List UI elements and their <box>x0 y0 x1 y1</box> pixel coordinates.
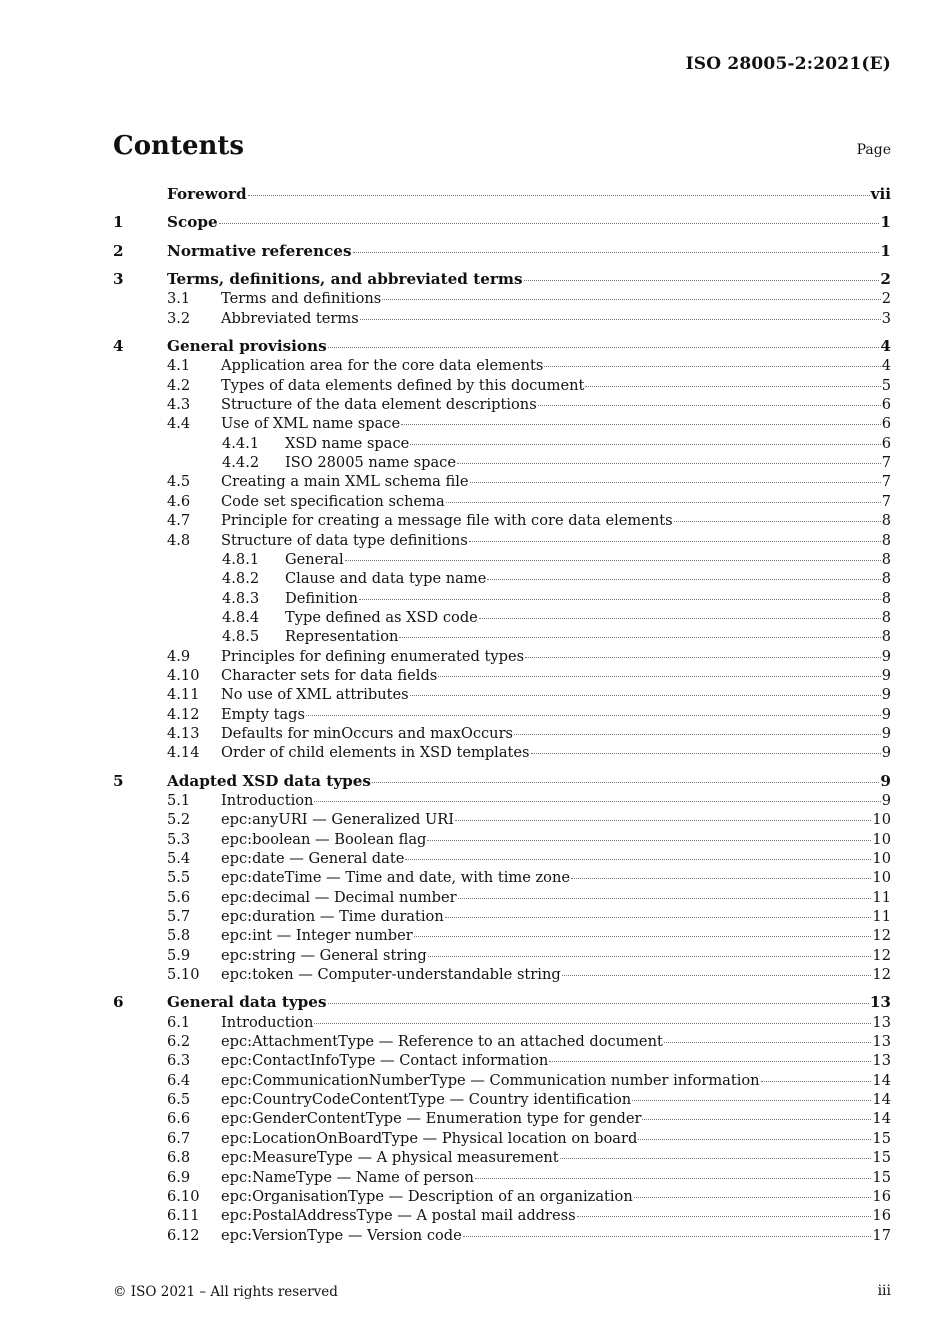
toc-entry[interactable] <box>113 242 891 261</box>
toc-entry-number: 5.1 <box>167 791 191 809</box>
toc-entry-number: 6.5 <box>167 1091 191 1109</box>
dot-leader <box>306 715 881 716</box>
dot-leader <box>458 898 872 899</box>
dot-leader <box>405 859 871 860</box>
toc-entry-page: 9 <box>881 724 891 742</box>
dot-leader <box>382 299 880 300</box>
toc-entry[interactable] <box>113 569 891 588</box>
toc-entry[interactable] <box>113 1109 891 1128</box>
toc-entry-number: 4 <box>113 337 124 356</box>
toc-entry[interactable] <box>113 743 891 762</box>
dot-leader <box>328 347 880 348</box>
toc-entry-title: Representation <box>285 628 399 646</box>
toc-entry-number: 5.10 <box>167 966 200 984</box>
dot-leader <box>544 366 880 367</box>
toc-entry[interactable] <box>113 1051 891 1070</box>
toc-entry-number: 6.1 <box>167 1013 191 1031</box>
toc-entry[interactable] <box>113 531 891 550</box>
toc-entry-title: epc:CommunicationNumberType — Communication number information <box>221 1071 760 1089</box>
toc-entry[interactable] <box>113 1129 891 1148</box>
toc-entry-number: 6.12 <box>167 1226 200 1244</box>
toc-entry[interactable] <box>113 810 891 829</box>
toc-entry-page: 6 <box>881 396 891 414</box>
dot-leader <box>524 280 880 281</box>
toc-entry-number: 3 <box>113 270 124 289</box>
toc-entry-title: Principle for creating a message file with core data elements <box>221 512 673 530</box>
toc-entry-page: 14 <box>872 1091 891 1109</box>
toc-entry-title: epc:LocationOnBoardType — Physical location on board <box>221 1129 638 1147</box>
toc-entry-number: 4.4.2 <box>222 454 260 472</box>
toc-entry-title: epc:OrganisationType — Description of an organization <box>221 1187 633 1205</box>
dot-leader <box>761 1081 872 1082</box>
dot-leader <box>372 782 879 783</box>
toc-entry-page: 11 <box>872 888 891 906</box>
toc-entry-number: 4.3 <box>167 396 191 414</box>
dot-leader <box>674 521 881 522</box>
dot-leader <box>585 386 880 387</box>
dot-leader <box>219 223 880 224</box>
toc-entry-page: 2 <box>881 290 891 308</box>
toc-entry-page: 5 <box>881 376 891 394</box>
toc-entry-page: 12 <box>872 966 891 984</box>
toc-entry[interactable] <box>113 472 891 491</box>
toc-entry-page: 9 <box>881 647 891 665</box>
toc-entry-page: 14 <box>872 1071 891 1089</box>
toc-entry[interactable] <box>113 309 891 328</box>
toc-entry-title: Terms and definitions <box>221 290 382 308</box>
toc-entry[interactable] <box>113 724 891 743</box>
toc-entry-title: General provisions <box>167 337 327 356</box>
dot-leader <box>414 936 872 937</box>
toc-entry[interactable] <box>113 356 891 375</box>
toc-entry-page: 6 <box>881 415 891 433</box>
toc-entry-number: 4.6 <box>167 492 191 510</box>
toc-entry-title: No use of XML attributes <box>221 686 409 704</box>
toc-entry-number: 6.8 <box>167 1149 191 1167</box>
toc-entry-page: vii <box>870 185 891 203</box>
toc-entry[interactable] <box>113 965 891 984</box>
dot-leader <box>410 444 880 445</box>
dot-leader <box>463 1236 872 1237</box>
toc-entry-page: 15 <box>872 1168 891 1186</box>
toc-entry[interactable] <box>113 453 891 472</box>
dot-leader <box>438 676 880 677</box>
toc-entry-page: 9 <box>881 744 891 762</box>
toc-entry-number: 3.2 <box>167 309 191 327</box>
toc-entry-number: 4.10 <box>167 666 200 684</box>
toc-entry[interactable] <box>113 946 891 965</box>
toc-entry-number: 6.11 <box>167 1207 200 1225</box>
toc-entry-page: 8 <box>881 550 891 568</box>
toc-entry-number: 5.4 <box>167 850 191 867</box>
toc-entry[interactable] <box>113 791 891 810</box>
toc-entry-title: General data types <box>167 993 327 1012</box>
toc-entry-title: Principles for defining enumerated types <box>221 647 525 665</box>
dot-leader <box>642 1119 871 1120</box>
dot-leader <box>562 975 872 976</box>
toc-entry-number: 4.7 <box>167 512 191 530</box>
dot-leader <box>525 657 881 658</box>
toc-entry-title: epc:dateTime — Time and date, with time zone <box>221 869 570 887</box>
toc-entry-title: Clause and data type name <box>285 570 487 588</box>
dot-leader <box>353 252 880 253</box>
toc-entry-number: 5.5 <box>167 869 191 887</box>
toc-entry-title: Introduction <box>221 1013 314 1031</box>
dot-leader <box>314 1023 871 1024</box>
toc-entry-page: 9 <box>881 686 891 704</box>
dot-leader <box>359 599 881 600</box>
toc-entry-title: Scope <box>167 213 218 232</box>
toc-entry-title: ISO 28005 name space <box>285 454 456 472</box>
toc-entry-title: epc:CountryCodeContentType — Country identification <box>221 1091 632 1109</box>
toc-entry-page: 11 <box>872 908 891 926</box>
toc-entry-page: 10 <box>872 811 891 829</box>
toc-entry-page: 13 <box>872 1013 891 1031</box>
toc-entry-title: epc:ContactInfoType — Contact information <box>221 1052 549 1070</box>
toc-entry-number: 6.2 <box>167 1033 191 1051</box>
toc-entry-page: 15 <box>872 1149 891 1167</box>
toc-entry-page: 9 <box>881 791 891 809</box>
toc-entry[interactable] <box>113 907 891 926</box>
toc-entry-number: 6.10 <box>167 1187 200 1205</box>
toc-entry-page: 7 <box>881 492 891 510</box>
dot-leader <box>248 195 870 196</box>
toc-entry-number: 4.4.1 <box>222 434 260 452</box>
toc-entry-number: 4.8.1 <box>222 550 260 568</box>
toc-entry-page: 8 <box>881 531 891 549</box>
toc-entry[interactable] <box>113 337 891 356</box>
dot-leader <box>445 917 872 918</box>
dot-leader <box>664 1042 872 1043</box>
toc-entry-number: 4.8.4 <box>222 608 260 626</box>
toc-entry[interactable] <box>113 608 891 627</box>
toc-entry-page: 8 <box>881 570 891 588</box>
toc-entry-page: 8 <box>881 608 891 626</box>
toc-entry-number: 4.8 <box>167 531 191 549</box>
toc-entry-title: epc:NameType — Name of person <box>221 1168 474 1186</box>
toc-entry-title: Introduction <box>221 791 314 809</box>
dot-leader <box>571 878 871 879</box>
dot-leader <box>531 753 881 754</box>
toc-entry-title: epc:decimal — Decimal number <box>221 888 457 906</box>
toc-entry-title: Terms, definitions, and abbreviated terms <box>167 270 523 289</box>
toc-entry-number: 5.8 <box>167 927 191 945</box>
toc-entry[interactable] <box>113 376 891 395</box>
toc-entry[interactable] <box>113 1226 891 1245</box>
toc-entry-title: Creating a main XML schema file <box>221 473 469 491</box>
toc-entry-title: Character sets for data fields <box>221 666 438 684</box>
dot-leader <box>634 1197 872 1198</box>
copyright-notice: © ISO 2021 – All rights reserved <box>113 1284 338 1300</box>
toc-entry-page: 8 <box>881 512 891 530</box>
toc-entry-title: epc:AttachmentType — Reference to an attached document <box>221 1033 663 1051</box>
toc-entry-number: 5.2 <box>167 811 191 829</box>
toc-entry-title: Order of child elements in XSD templates <box>221 744 530 762</box>
toc-entry[interactable] <box>113 185 891 204</box>
toc-entry[interactable] <box>113 849 891 868</box>
dot-leader <box>446 502 881 503</box>
toc-entry-number: 5.6 <box>167 888 191 906</box>
dot-leader <box>455 820 871 821</box>
toc-entry-page: 9 <box>881 666 891 684</box>
dot-leader <box>328 1003 869 1004</box>
toc-entry[interactable] <box>113 868 891 887</box>
toc-entry[interactable] <box>113 830 891 849</box>
toc-entry-title: epc:string — General string <box>221 946 427 964</box>
dot-leader <box>428 956 872 957</box>
toc-entry[interactable] <box>113 395 891 414</box>
toc-entry[interactable] <box>113 1206 891 1225</box>
toc-entry-number: 4.13 <box>167 724 200 742</box>
toc-entry[interactable] <box>113 270 891 289</box>
toc-entry-page: 13 <box>869 993 891 1012</box>
toc-entry-page: 7 <box>881 454 891 472</box>
toc-entry-page: 17 <box>872 1226 891 1244</box>
toc-entry[interactable] <box>113 213 891 232</box>
toc-entry-title: Abbreviated terms <box>221 309 359 327</box>
toc-entry[interactable] <box>113 589 891 608</box>
toc-entry[interactable] <box>113 550 891 569</box>
dot-leader <box>487 579 880 580</box>
toc-entry-title: XSD name space <box>285 434 410 452</box>
toc-entry[interactable] <box>113 772 891 791</box>
toc-entry-number: 4.1 <box>167 357 191 375</box>
toc-entry-number: 4.11 <box>167 686 200 704</box>
toc-entry-page: 3 <box>881 309 891 327</box>
toc-entry-page: 10 <box>872 830 891 848</box>
toc-entry[interactable] <box>113 492 891 511</box>
toc-entry-title: epc:duration — Time duration <box>221 908 444 926</box>
toc-entry-number: 5 <box>113 771 124 790</box>
toc-entry-title: epc:date — General date <box>221 850 405 867</box>
dot-leader <box>638 1139 871 1140</box>
toc-entry-page: 16 <box>872 1207 891 1225</box>
toc-entry[interactable] <box>113 888 891 907</box>
toc-entry-number: 2 <box>113 241 124 260</box>
table-of-contents <box>113 185 891 1245</box>
toc-entry[interactable] <box>113 627 891 646</box>
dot-leader <box>410 695 881 696</box>
toc-entry[interactable] <box>113 993 891 1012</box>
dot-leader <box>399 637 880 638</box>
toc-entry[interactable] <box>113 1090 891 1109</box>
toc-entry-number: 5.7 <box>167 908 191 926</box>
dot-leader <box>401 424 881 425</box>
toc-entry-title: Foreword <box>167 185 247 203</box>
toc-entry-title: epc:GenderContentType — Enumeration type for gender <box>221 1110 642 1128</box>
toc-entry-page: 12 <box>872 946 891 964</box>
toc-entry-number: 4.5 <box>167 473 191 491</box>
toc-entry[interactable] <box>113 511 891 530</box>
toc-entry-number: 4.14 <box>167 744 200 762</box>
toc-entry-title: Type defined as XSD code <box>285 608 478 626</box>
dot-leader <box>427 840 871 841</box>
toc-entry-number: 6.6 <box>167 1110 191 1128</box>
toc-entry[interactable] <box>113 414 891 433</box>
toc-entry-number: 6.3 <box>167 1052 191 1070</box>
toc-entry-number: 6 <box>113 993 124 1012</box>
toc-entry-title: epc:boolean — Boolean flag <box>221 830 427 848</box>
toc-entry-page: 15 <box>872 1129 891 1147</box>
toc-entry[interactable] <box>113 1032 891 1051</box>
toc-entry[interactable] <box>113 926 891 945</box>
toc-entry-page: 10 <box>872 850 891 867</box>
toc-entry[interactable] <box>113 1168 891 1187</box>
toc-entry-number: 5.9 <box>167 946 191 964</box>
toc-entry-title: General <box>285 550 344 568</box>
toc-entry-title: Adapted XSD data types <box>167 771 371 790</box>
toc-entry-number: 4.8.2 <box>222 570 260 588</box>
dot-leader <box>457 463 881 464</box>
toc-entry-page: 4 <box>881 357 891 375</box>
toc-entry-title: Empty tags <box>221 705 305 723</box>
dot-leader <box>632 1100 871 1101</box>
dot-leader <box>560 1158 872 1159</box>
toc-entry-page: 10 <box>872 869 891 887</box>
toc-entry-title: Definition <box>285 589 358 607</box>
page-title: Contents <box>113 131 245 161</box>
toc-entry-number: 3.1 <box>167 290 191 308</box>
dot-leader <box>577 1216 872 1217</box>
toc-entry-title: epc:anyURI — Generalized URI <box>221 811 455 829</box>
toc-entry-title: epc:int — Integer number <box>221 927 413 945</box>
toc-entry-title: epc:MeasureType — A physical measurement <box>221 1149 559 1167</box>
toc-entry-title: Types of data elements defined by this document <box>221 376 585 394</box>
toc-entry-page: 1 <box>880 213 891 232</box>
toc-entry-number: 4.8.3 <box>222 589 260 607</box>
toc-entry[interactable] <box>113 647 891 666</box>
dot-leader <box>469 541 881 542</box>
toc-entry-page: 4 <box>880 337 891 356</box>
toc-entry-page: 13 <box>872 1033 891 1051</box>
toc-entry-title: Normative references <box>167 241 352 260</box>
toc-entry-title: Defaults for minOccurs and maxOccurs <box>221 724 514 742</box>
dot-leader <box>479 618 881 619</box>
dot-leader <box>470 482 881 483</box>
toc-entry[interactable] <box>113 434 891 453</box>
toc-entry-title: epc:PostalAddressType — A postal mail address <box>221 1207 576 1225</box>
toc-entry-number: 6.9 <box>167 1168 191 1186</box>
toc-entry[interactable] <box>113 666 891 685</box>
page-column-label: Page <box>856 142 891 158</box>
dot-leader <box>549 1061 871 1062</box>
toc-entry-title: epc:VersionType — Version code <box>221 1226 462 1244</box>
toc-entry-page: 12 <box>872 927 891 945</box>
toc-entry-title: Code set specification schema <box>221 492 445 510</box>
toc-entry-number: 6.4 <box>167 1071 191 1089</box>
toc-entry[interactable] <box>113 1187 891 1206</box>
toc-entry[interactable] <box>113 685 891 704</box>
toc-entry-page: 6 <box>881 434 891 452</box>
dot-leader <box>514 734 881 735</box>
page-number: iii <box>877 1283 891 1299</box>
dot-leader <box>345 560 881 561</box>
toc-entry-page: 8 <box>881 628 891 646</box>
toc-entry-title: epc:token — Computer-understandable string <box>221 966 561 984</box>
toc-entry-title: Use of XML name space <box>221 415 401 433</box>
toc-entry-page: 2 <box>880 270 891 289</box>
toc-entry-number: 4.12 <box>167 705 200 723</box>
toc-entry-page: 14 <box>872 1110 891 1128</box>
toc-entry-title: Structure of the data element descriptions <box>221 396 537 414</box>
toc-entry[interactable] <box>113 1148 891 1167</box>
document-id: ISO 28005-2:2021(E) <box>685 54 891 74</box>
dot-leader <box>360 319 881 320</box>
toc-entry-number: 6.7 <box>167 1129 191 1147</box>
toc-entry-page: 1 <box>880 241 891 260</box>
toc-entry-page: 13 <box>872 1052 891 1070</box>
toc-entry[interactable] <box>113 289 891 308</box>
dot-leader <box>475 1178 872 1179</box>
toc-entry-number: 1 <box>113 213 124 232</box>
toc-entry-number: 4.8.5 <box>222 628 260 646</box>
toc-entry-page: 7 <box>881 473 891 491</box>
toc-entry-page: 9 <box>880 771 891 790</box>
toc-entry-page: 16 <box>872 1187 891 1205</box>
toc-entry[interactable] <box>113 1013 891 1032</box>
toc-entry-title: Application area for the core data elements <box>221 357 544 375</box>
toc-entry-number: 5.3 <box>167 830 191 848</box>
toc-entry-page: 9 <box>881 705 891 723</box>
toc-entry[interactable] <box>113 705 891 724</box>
dot-leader <box>314 801 880 802</box>
toc-entry-number: 4.2 <box>167 376 191 394</box>
toc-entry-number: 4.4 <box>167 415 191 433</box>
toc-entry-page: 8 <box>881 589 891 607</box>
toc-entry-number: 4.9 <box>167 647 191 665</box>
toc-entry[interactable] <box>113 1071 891 1090</box>
toc-entry-title: Structure of data type definitions <box>221 531 468 549</box>
dot-leader <box>538 405 881 406</box>
